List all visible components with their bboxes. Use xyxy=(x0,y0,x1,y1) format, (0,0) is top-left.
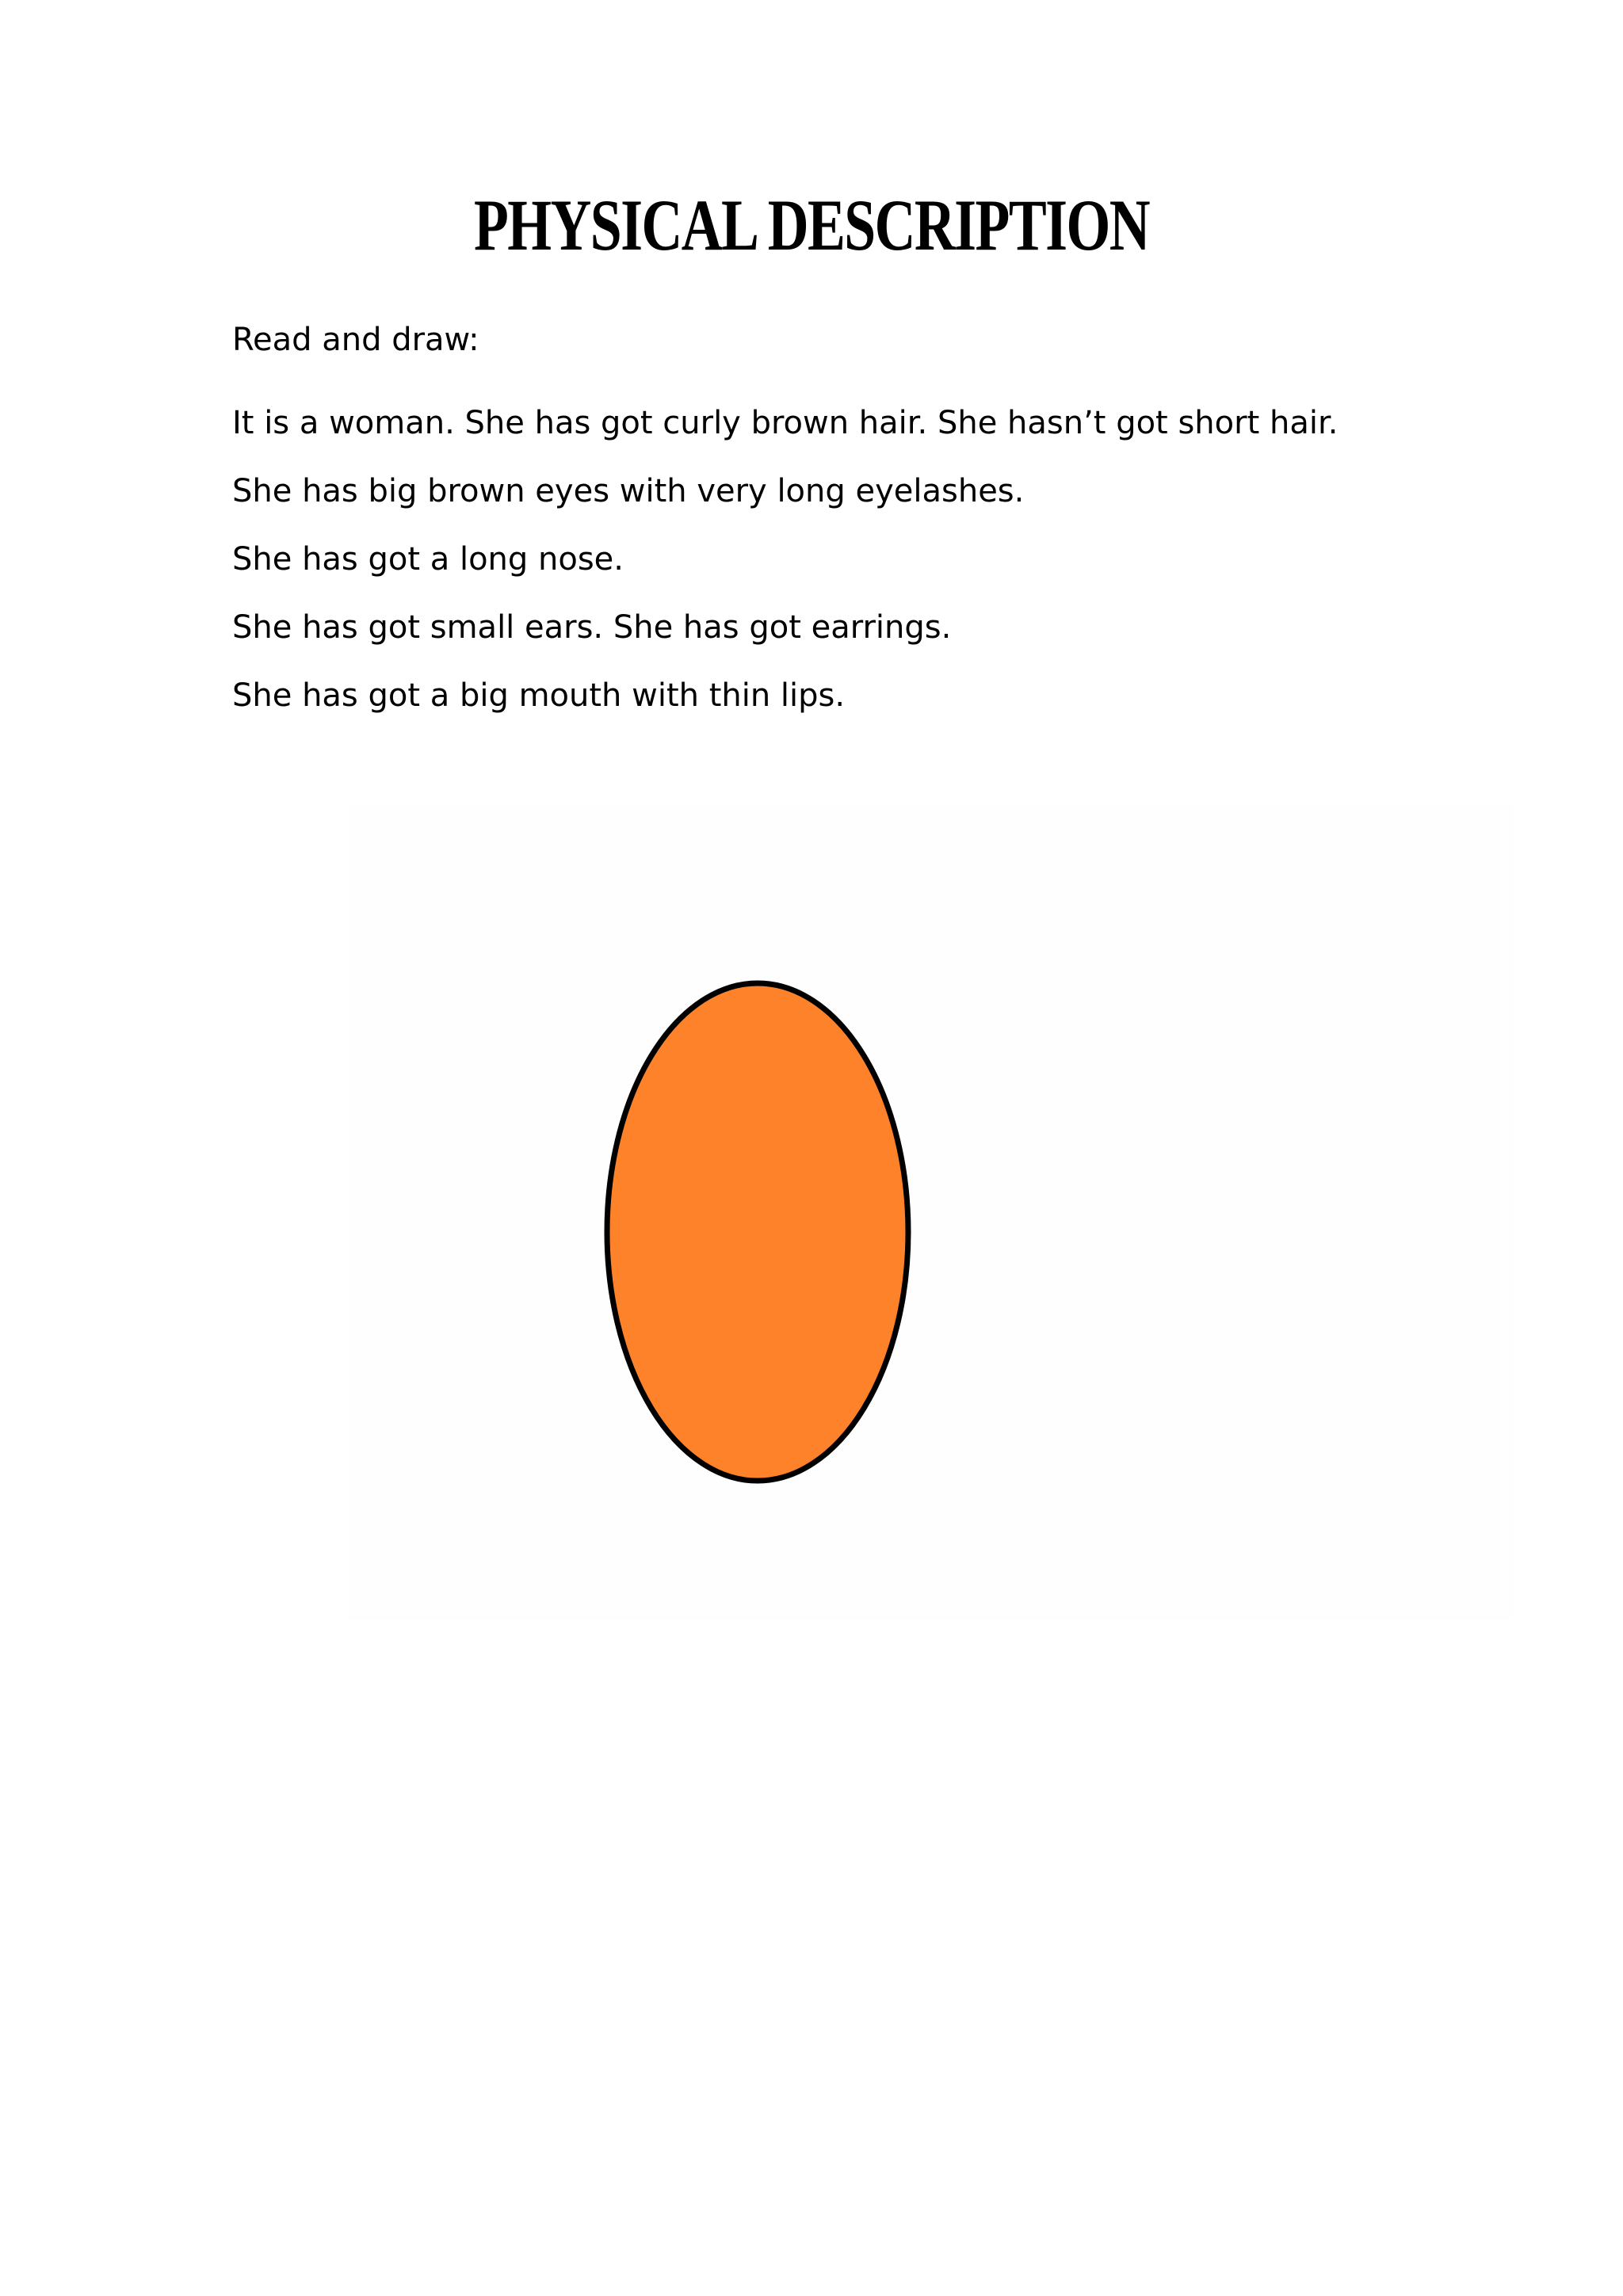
description-line: She has big brown eyes with very long eyelashes. xyxy=(232,473,1025,509)
face-oval xyxy=(607,983,908,1481)
face-outline-drawing xyxy=(602,978,913,1486)
description-line: It is a woman. She has got curly brown hair. She hasn’t got short hair. xyxy=(232,405,1338,441)
instruction-text: Read and draw: xyxy=(232,322,479,358)
description-line: She has got a big mouth with thin lips. xyxy=(232,677,846,714)
description-line: She has got small ears. She has got earrings. xyxy=(232,609,952,646)
description-line: She has got a long nose. xyxy=(232,541,624,578)
drawing-area xyxy=(349,804,1514,1620)
page-title: PHYSICAL DESCRIPTION xyxy=(473,185,1150,265)
